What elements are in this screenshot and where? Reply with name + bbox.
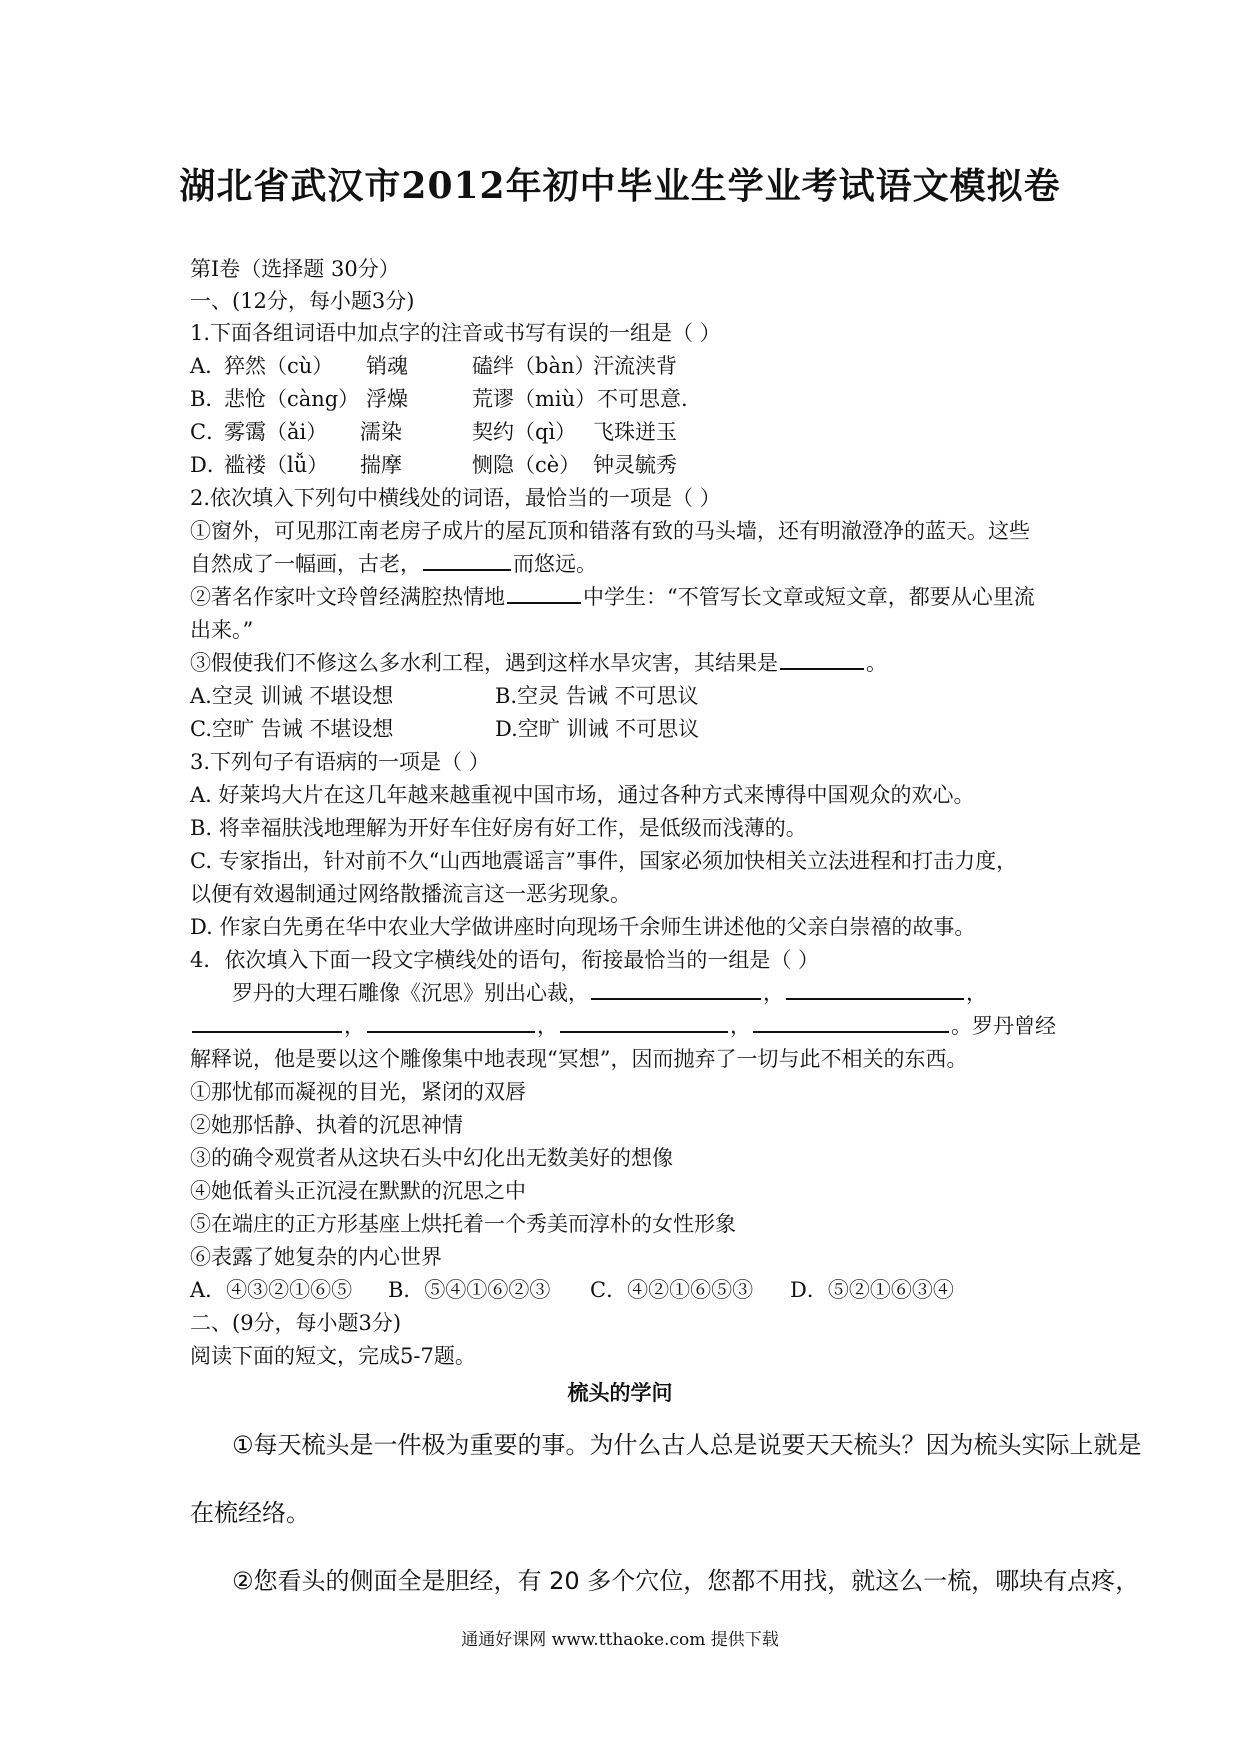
q4-item: ②她那恬静、执着的沉思神情: [190, 1113, 463, 1137]
q1-option-c-word: 濡染: [360, 420, 402, 444]
q3-option-b: B. 将幸福肤浅地理解为开好车住好房有好工作，是低级而浅薄的。: [190, 816, 807, 840]
q1-option-b-word: 荒谬（miù）: [472, 387, 597, 411]
q1-option-a-word: 汗流浃背: [593, 354, 677, 378]
q2-sentence2-line1: [190, 583, 1035, 611]
q2-sentence1-text: 自然成了一幅画，古老，: [190, 552, 421, 576]
section2-header: 二、(9分，每小题3分): [190, 1311, 402, 1335]
q4-item: ③的确令观赏者从这块石头中幻化出无数美好的想像: [190, 1146, 673, 1170]
q4-stem: 4．依次填入下面一段文字横线处的语句，衔接最恰当的一组是（ ）: [190, 948, 820, 972]
q3-option-c-line1: C. 专家指出，针对前不久“山西地震谣言”事件，国家必须加快相关立法进程和打击力度，: [190, 849, 1018, 873]
q1-option-d-word: 钟灵毓秀: [593, 453, 677, 477]
q4-passage-comma: ，: [730, 1014, 751, 1038]
q4-passage-line1: [232, 979, 987, 1007]
q2-sentence1-line1: ①窗外，可见那江南老房子成片的屋瓦顶和错落有致的马头墙，还有明澈澄净的蓝天。这些: [190, 519, 1030, 543]
exam-title: 湖北省武汉市2012年初中毕业生学业考试语文模拟卷: [179, 165, 1061, 207]
fill-blank: [591, 980, 761, 1000]
article-paragraph1-line2: 在梳经络。: [190, 1499, 310, 1527]
q1-option-a-word: 猝然（cù）: [224, 354, 334, 378]
q2-stem: 2.依次填入下列句中横线处的词语，最恰当的一项是（ ）: [190, 486, 721, 510]
q4-passage-comma: ，: [966, 981, 987, 1005]
q4-passage-text: 。罗丹曾经: [951, 1014, 1056, 1038]
q1-option-d-word: 褴褛（lǚ）: [224, 453, 329, 477]
q4-answer-b: B．⑤④①⑥②③: [388, 1278, 551, 1302]
section1-header: 一、(12分，每小题3分): [190, 289, 415, 313]
q1-option-c-word: 雾霭（ǎi）: [224, 420, 328, 444]
q1-option-c-word: 飞珠迸玉: [593, 420, 677, 444]
q4-item: ⑥表露了她复杂的内心世界: [190, 1245, 442, 1269]
fill-blank: [192, 1013, 342, 1033]
fill-blank: [560, 1013, 728, 1033]
q4-passage-line3: 解释说，他是要以这个雕像集中地表现“冥想”，因而抛弃了一切与此不相关的东西。: [190, 1047, 968, 1071]
q2-option-a: A.空灵 训诫 不堪设想: [190, 684, 394, 708]
q4-answer-d: D．⑤②①⑥③④: [790, 1278, 954, 1302]
q1-option-a-word: 磕绊（bàn）: [472, 354, 596, 378]
fill-blank: [786, 980, 964, 1000]
q3-option-c-line2: 以便有效遏制通过网络散播流言这一恶劣现象。: [190, 882, 631, 906]
q1-option-d-word: 揣摩: [360, 453, 402, 477]
fill-blank: [753, 1013, 949, 1033]
q2-sentence2-line2: 出来。”: [190, 618, 254, 642]
q1-stem: 1.下面各组词语中加点字的注音或书写有误的一组是（ ）: [190, 321, 721, 345]
q3-stem: 3.下列句子有语病的一项是（ ）: [190, 750, 490, 774]
q3-option-a: A. 好莱坞大片在这几年越来越重视中国市场，通过各种方式来博得中国观众的欢心。: [190, 783, 975, 807]
q4-passage-comma: ，: [537, 1014, 558, 1038]
q1-option-b-word: 悲怆（càng）: [224, 387, 360, 411]
q2-sentence3: [190, 649, 887, 677]
q2-sentence2-text: ②著名作家叶文玲曾经满腔热情地: [190, 585, 505, 609]
q1-option-b-label: B．: [190, 387, 227, 411]
q4-answer-a: A．④③②①⑥⑤: [190, 1278, 353, 1302]
article-title: 梳头的学问: [567, 1380, 673, 1405]
q2-option-c: C.空旷 告诫 不堪设想: [190, 717, 394, 741]
q1-option-d-word: 恻隐（cè）: [472, 453, 581, 477]
q2-sentence1-text: 而悠远。: [513, 552, 597, 576]
q4-item: ⑤在端庄的正方形基座上烘托着一个秀美而淳朴的女性形象: [190, 1212, 736, 1236]
q4-item: ①那忧郁而凝视的目光，紧闭的双唇: [190, 1080, 526, 1104]
q1-option-d-label: D．: [190, 453, 228, 477]
q4-passage-comma: ，: [344, 1014, 365, 1038]
q3-option-d: D. 作家白先勇在华中农业大学做讲座时向现场千余师生讲述他的父亲白崇禧的故事。: [190, 915, 976, 939]
q1-option-b-word: 浮燥: [366, 387, 408, 411]
page-footer: 通通好课网 www.tthaoke.com 提供下载: [461, 1630, 779, 1650]
q2-option-d: D.空旷 训诫 不可思议: [495, 717, 700, 741]
q4-passage-comma: ，: [763, 981, 784, 1005]
q4-answer-c: C．④②①⑥⑤③: [590, 1278, 754, 1302]
q2-sentence3-text: ③假使我们不修这么多水利工程，遇到这样水旱灾害，其结果是: [190, 651, 778, 675]
article-paragraph1-line1: ①每天梳头是一件极为重要的事。为什么古人总是说要天天梳头？因为梳头实际上就是: [232, 1431, 1142, 1459]
reading-instruction: 阅读下面的短文，完成5-7题。: [190, 1344, 476, 1368]
fill-blank: [423, 551, 511, 571]
q2-sentence2-text: 中学生：“不管写长文章或短文章，都要从心里流: [583, 585, 1035, 609]
q4-item: ④她低着头正沉浸在默默的沉思之中: [190, 1179, 526, 1203]
q2-sentence3-text: 。: [866, 651, 887, 675]
q1-option-c-label: C．: [190, 420, 228, 444]
q1-option-a-label: A．: [190, 354, 227, 378]
part1-header: 第Ⅰ卷（选择题 30分）: [190, 257, 400, 281]
q2-option-b: B.空灵 告诫 不可思议: [495, 684, 699, 708]
q4-passage-line2: [190, 1012, 1056, 1040]
fill-blank: [780, 650, 864, 670]
article-paragraph2-line1: ②您看头的侧面全是胆经，有 20 多个穴位，您都不用找，就这么一梳，哪块有点疼，: [232, 1567, 1140, 1595]
q4-passage-text: 罗丹的大理石雕像《沉思》别出心裁，: [232, 981, 589, 1005]
q1-option-b-word: 不可思意.: [597, 387, 688, 411]
fill-blank: [507, 584, 581, 604]
q1-option-a-word: 销魂: [366, 354, 408, 378]
q1-option-c-word: 契约（qì）: [472, 420, 577, 444]
fill-blank: [367, 1013, 535, 1033]
q2-sentence1-line2: [190, 550, 597, 578]
